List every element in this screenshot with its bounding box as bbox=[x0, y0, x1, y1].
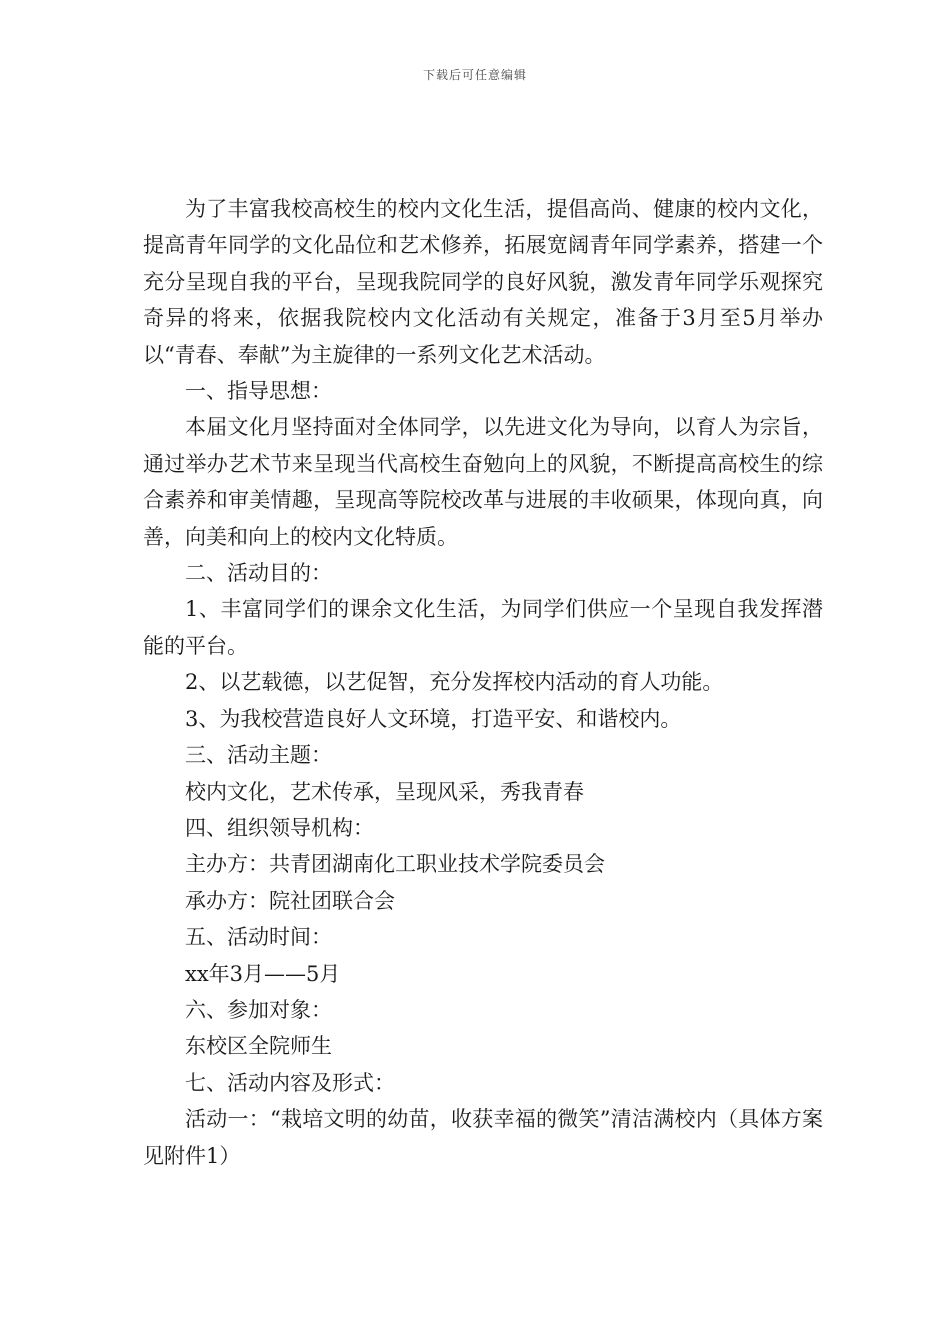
purpose-item-2: 2、以艺载德，以艺促智，充分发挥校内活动的育人功能。 bbox=[185, 670, 724, 695]
activity-one-text: 活动一：“栽培文明的幼苗，收获幸福的微笑”清洁满校内（具体方案见附件1） bbox=[143, 1107, 823, 1168]
organizer-host: 主办方：共青团湖南化工职业技术学院委员会 bbox=[185, 852, 605, 877]
intro-paragraph: 为了丰富我校高校生的校内文化生活，提倡高尚、健康的校内文化，提高青年同学的文化品位和艺术修养，拓展宽阔青年同学素养，搭建一个充分呈现自我的平台，呈现我院同学的良好风貌，激发青年同学乐观探究奇异的将来，依据我院校内文化活动有关规定，准备于3月至5月举办以“青春、奉献”为主旋律的一系列文化艺术活动。 bbox=[143, 197, 823, 367]
document-body bbox=[143, 191, 823, 1174]
page-header-note: 下载后可任意编辑 bbox=[422, 68, 527, 82]
section-heading-theme: 三、活动主题： bbox=[185, 743, 332, 768]
section-heading-participants: 六、参加对象： bbox=[185, 997, 332, 1022]
section-heading-purpose: 二、活动目的： bbox=[185, 561, 332, 586]
section-heading-organization: 四、组织领导机构： bbox=[185, 815, 374, 840]
theme-text: 校内文化，艺术传承，呈现风采，秀我青春 bbox=[185, 779, 584, 804]
guiding-thought-paragraph: 本届文化月坚持面对全体同学，以先进文化为导向，以育人为宗旨，通过举办艺术节来呈现当代高校生奋勉向上的风貌，不断提高高校生的综合素养和审美情趣，呈现高等院校改革与进展的丰收硕果，体现向真，向善，向美和向上的校内文化特质。 bbox=[143, 415, 823, 549]
purpose-item-3: 3、为我校营造良好人文环境，打造平安、和谐校内。 bbox=[185, 706, 682, 731]
participants-text: 东校区全院师生 bbox=[185, 1034, 332, 1059]
purpose-item-1: 1、丰富同学们的课余文化生活，为同学们供应一个呈现自我发挥潜能的平台。 bbox=[143, 597, 823, 658]
activity-time: xx年3月——5月 bbox=[185, 961, 341, 986]
organizer-undertaker: 承办方：院社团联合会 bbox=[185, 888, 395, 913]
section-heading-content: 七、活动内容及形式： bbox=[185, 1070, 395, 1095]
section-heading-guiding-thought: 一、指导思想： bbox=[185, 379, 332, 404]
section-heading-time: 五、活动时间： bbox=[185, 925, 332, 950]
